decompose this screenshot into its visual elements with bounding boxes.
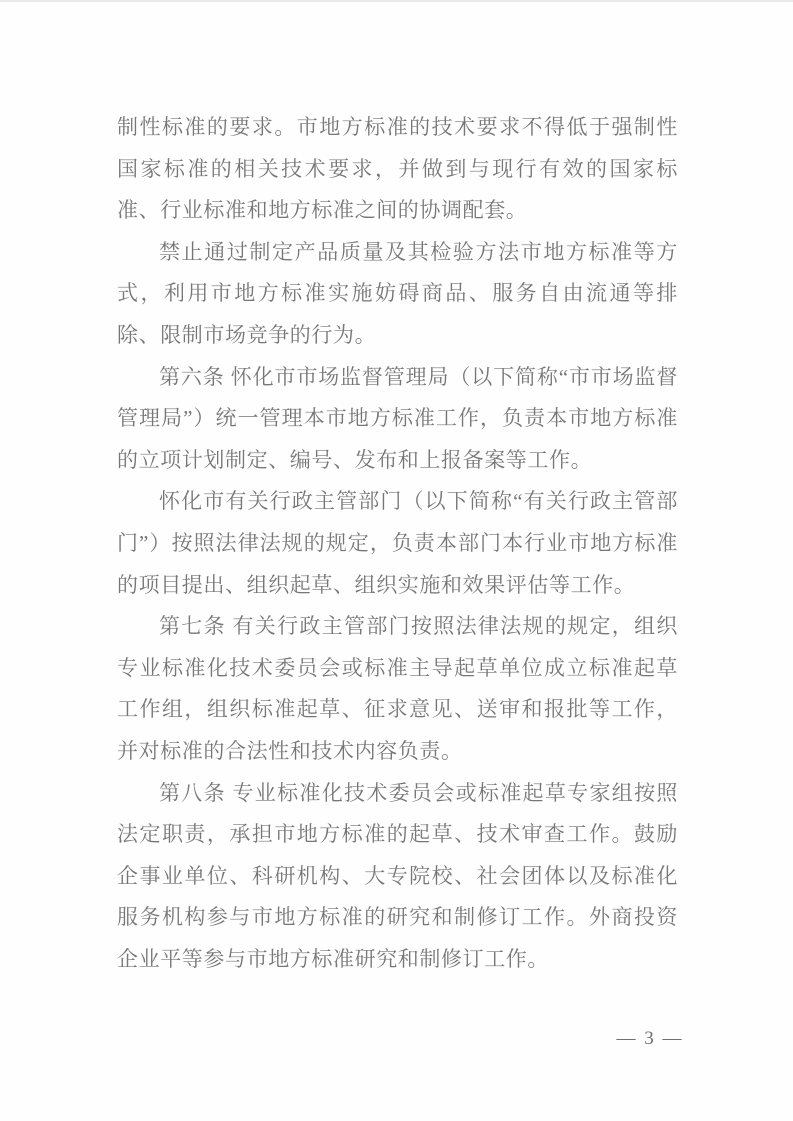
- paragraph: 怀化市有关行政主管部门（以下简称“有关行政主管部门”）按照法律法规的规定，负责本部门本行业市地方标准的项目提出、组织起草、组织实施和效果评估等工作。: [117, 489, 678, 597]
- paragraph: 第六条 怀化市市场监督管理局（以下简称“市市场监督管理局”）统一管理本市地方标准工作，负责本市地方标准的立项计划制定、编号、发布和上报备案等工作。: [117, 364, 678, 472]
- page-number: — 3 —: [616, 1028, 684, 1049]
- scan-edge-artifact: [0, 0, 793, 2]
- paragraph: 第八条 专业标准化技术委员会或标准起草专家组按照法定职责，承担市地方标准的起草、技术审查工作。鼓励企事业单位、科研机构、大专院校、社会团体以及标准化服务机构参与市地方标准的研究和制修订工作。外商投资企业平等参与市地方标准研究和制修订工作。: [117, 780, 678, 971]
- document-body: [117, 107, 678, 980]
- paragraph: 制性标准的要求。市地方标准的技术要求不得低于强制性国家标准的相关技术要求，并做到与现行有效的国家标准、行业标准和地方标准之间的协调配套。: [117, 115, 678, 223]
- paragraph: 禁止通过制定产品质量及其检验方法市地方标准等方式，利用市地方标准实施妨碍商品、服务自由流通等排除、限制市场竞争的行为。: [117, 239, 678, 347]
- paragraph: 第七条 有关行政主管部门按照法律法规的规定，组织专业标准化技术委员会或标准主导起草单位成立标准起草工作组，组织标准起草、征求意见、送审和报批等工作，并对标准的合法性和技术内容负责。: [117, 614, 678, 763]
